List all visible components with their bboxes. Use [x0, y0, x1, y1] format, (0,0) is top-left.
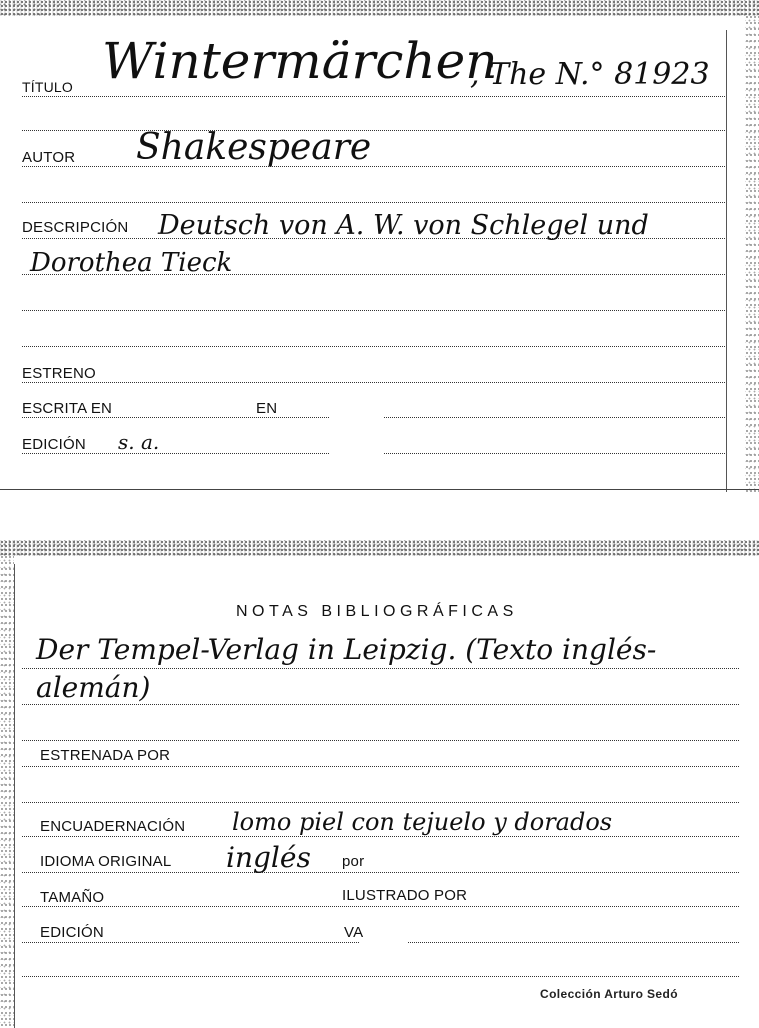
estreno-label: ESTRENO [22, 365, 96, 382]
tamano-line [22, 906, 739, 907]
notas-bibliograficas-heading: NOTAS BIBLIOGRÁFICAS [232, 604, 522, 620]
por-label: por [342, 853, 365, 870]
notas-line-2 [22, 704, 739, 705]
titulo-handwritten: Wintermärchen [102, 32, 498, 90]
notas-line-1 [22, 668, 739, 669]
edicion-handwritten: s. a. [118, 430, 160, 454]
notas-handwritten-1: Der Tempel-Verlag in Leipzig. (Texto inglés- [36, 633, 657, 666]
ruling-line [22, 976, 739, 977]
card-top-speckled-edge [0, 0, 759, 16]
ruling-line [22, 346, 725, 347]
ruling-line [22, 310, 725, 311]
card-bottom-speckled-edge [0, 540, 759, 556]
notas-handwritten-2: alemán) [36, 671, 151, 704]
descripcion-label: DESCRIPCIÓN [22, 219, 129, 236]
tamano-label: TAMAÑO [40, 889, 105, 906]
idioma-original-handwritten: inglés [226, 841, 311, 874]
autor-handwritten: Shakespeare [136, 127, 372, 168]
ilustrado-por-label: ILUSTRADO POR [342, 887, 468, 904]
ruling-line [22, 740, 739, 741]
encuadernacion-line [22, 836, 739, 837]
card-bottom-left-speckle [0, 554, 14, 1028]
card-top-right-speckle [745, 14, 759, 492]
va-label: VA [344, 924, 364, 941]
encuadernacion-label: ENCUADERNACIÓN [40, 818, 186, 835]
idioma-original-label: IDIOMA ORIGINAL [40, 853, 172, 870]
en-label: EN [256, 400, 278, 417]
autor-line [22, 166, 725, 167]
paper-blank-patch [330, 398, 384, 458]
titulo-number-handwritten: , The N.° 81923 [470, 57, 710, 92]
encuadernacion-handwritten: lomo piel con tejuelo y dorados [232, 808, 613, 836]
edicion-label: EDICIÓN [40, 924, 104, 941]
escrita-en-label: ESCRITA EN [22, 400, 113, 417]
ruling-line [22, 802, 739, 803]
descripcion-handwritten-2: Dorothea Tieck [30, 248, 233, 278]
card-bottom-left-border [14, 564, 15, 1028]
card-top-bottom-edge [0, 489, 759, 490]
catalog-card-top [0, 0, 759, 492]
card-top-right-border [726, 30, 727, 492]
autor-label: AUTOR [22, 149, 76, 166]
titulo-label: TÍTULO [22, 79, 73, 95]
ruling-line [22, 202, 725, 203]
catalog-card-bottom [0, 540, 759, 1028]
collection-footer: Colección Arturo Sedó [540, 987, 678, 1001]
estreno-line [22, 382, 725, 383]
estrenada-por-label: ESTRENADA POR [40, 747, 171, 764]
descripcion-handwritten-1: Deutsch von A. W. von Schlegel und [158, 210, 649, 241]
idioma-line [22, 872, 739, 873]
ruling-line [22, 130, 725, 131]
estrenada-por-line [22, 766, 739, 767]
edicion-label: EDICIÓN [22, 436, 86, 453]
paper-blank-patch [360, 920, 408, 956]
titulo-line [22, 96, 725, 97]
